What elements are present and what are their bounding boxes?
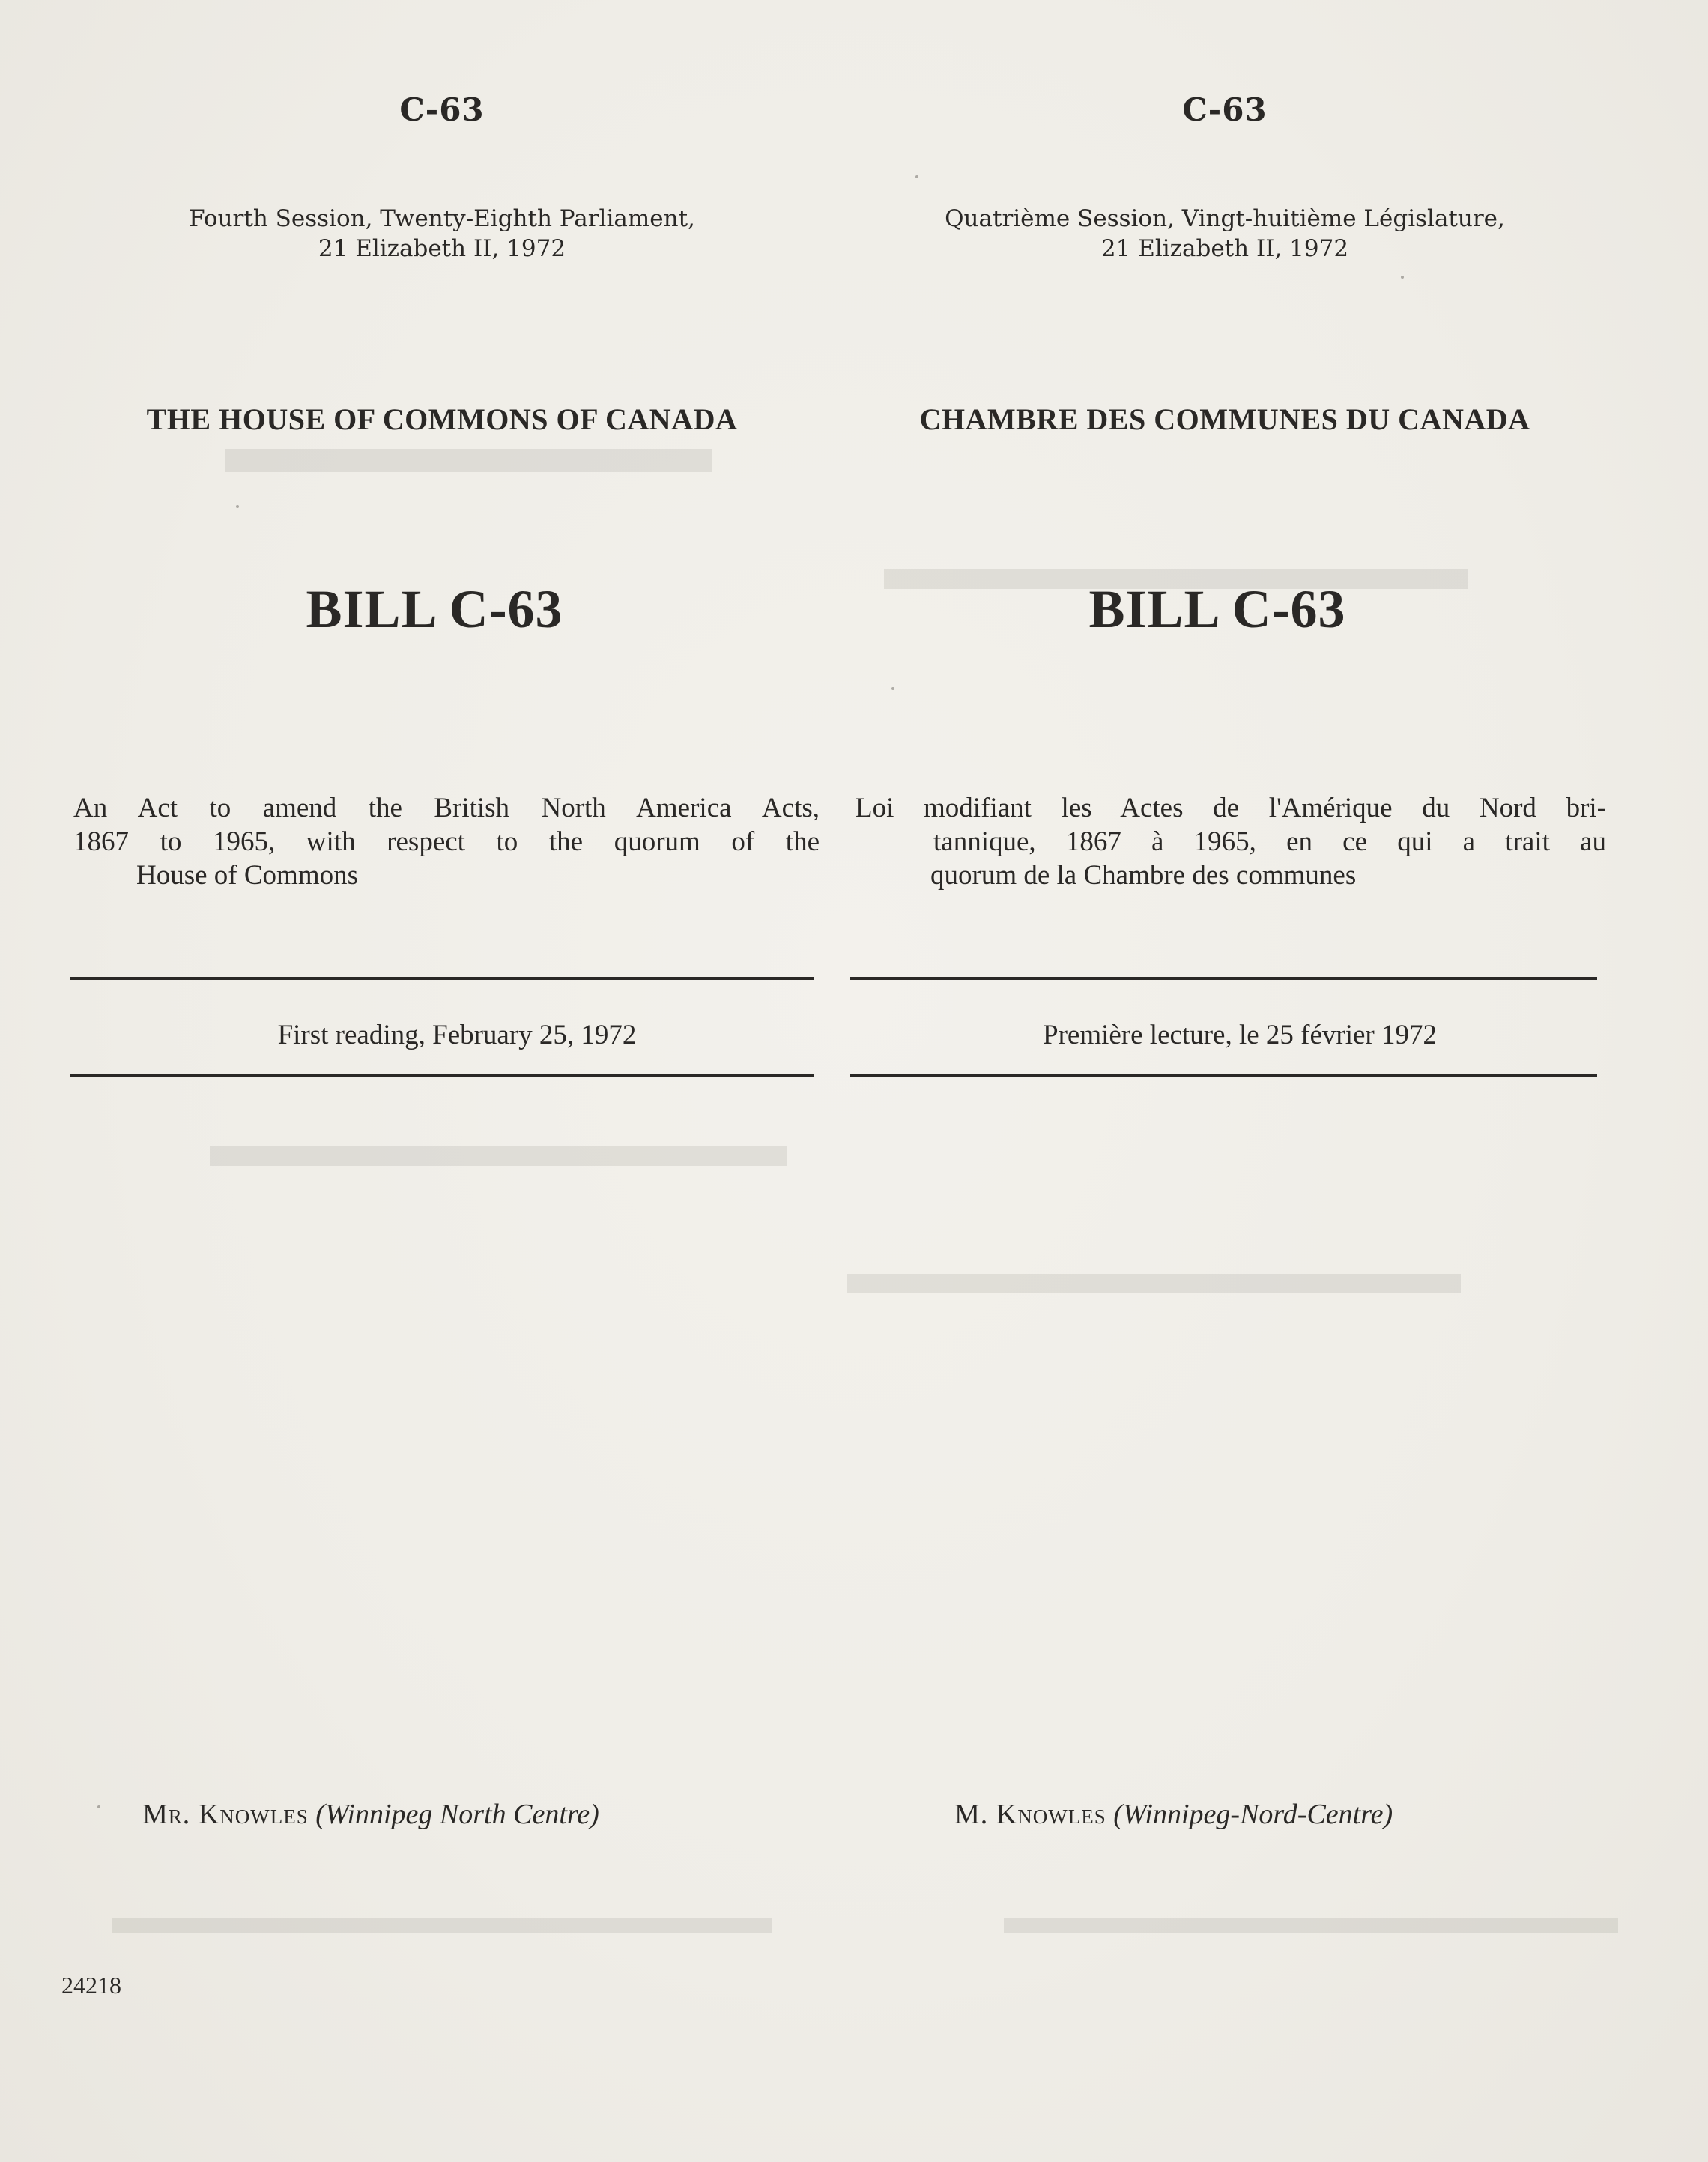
bill-title: BILL C-63 [306,579,563,639]
sponsor-riding: (Winnipeg-Nord-Centre) [1113,1799,1393,1830]
first-reading: Première lecture, le 25 février 1972 [1043,1020,1437,1050]
act-line-1: An Act to amend the British North America Acts, [73,793,820,823]
act-line-3: House of Commons [136,860,358,891]
sponsor-name: M. Knowles [954,1799,1106,1830]
english-column [67,0,820,2162]
act-line-3: quorum de la Chambre des communes [930,860,1357,891]
bottom-rule [70,1074,814,1077]
bill-title: BILL C-63 [1088,579,1346,639]
sponsor-name: Mr. Knowles [142,1799,309,1830]
act-title [73,791,820,892]
top-rule [850,977,1597,980]
sponsor [954,1798,1603,1831]
sponsor [142,1798,817,1831]
bill-code-header: C-63 [399,91,485,128]
session-line-2: 21 Elizabeth II, 1972 [318,235,566,262]
first-reading: First reading, February 25, 1972 [277,1020,637,1050]
session-line-2: 21 Elizabeth II, 1972 [1100,235,1349,262]
session-line-1: Fourth Session, Twenty-Eighth Parliament, [189,205,695,232]
document-number: 24218 [61,1972,121,1999]
house-name: THE HOUSE OF COMMONS OF CANADA [146,402,738,436]
french-column [847,0,1606,2162]
session-info [847,204,1603,264]
sponsor-riding: (Winnipeg North Centre) [315,1799,599,1830]
session-line-1: Quatrième Session, Vingt-huitième Législature, [945,205,1505,232]
house-name: CHAMBRE DES COMMUNES DU CANADA [919,402,1530,436]
bottom-rule [850,1074,1597,1077]
act-line-2: tannique, 1867 à 1965, en ce qui a trait au [933,826,1606,857]
session-info [67,204,817,264]
act-title [855,791,1606,892]
act-line-1: Loi modifiant les Actes de l'Amérique du Nord bri- [855,793,1606,823]
bill-code-header: C-63 [1182,91,1268,128]
top-rule [70,977,814,980]
act-line-2: 1867 to 1965, with respect to the quorum of the [73,826,820,857]
